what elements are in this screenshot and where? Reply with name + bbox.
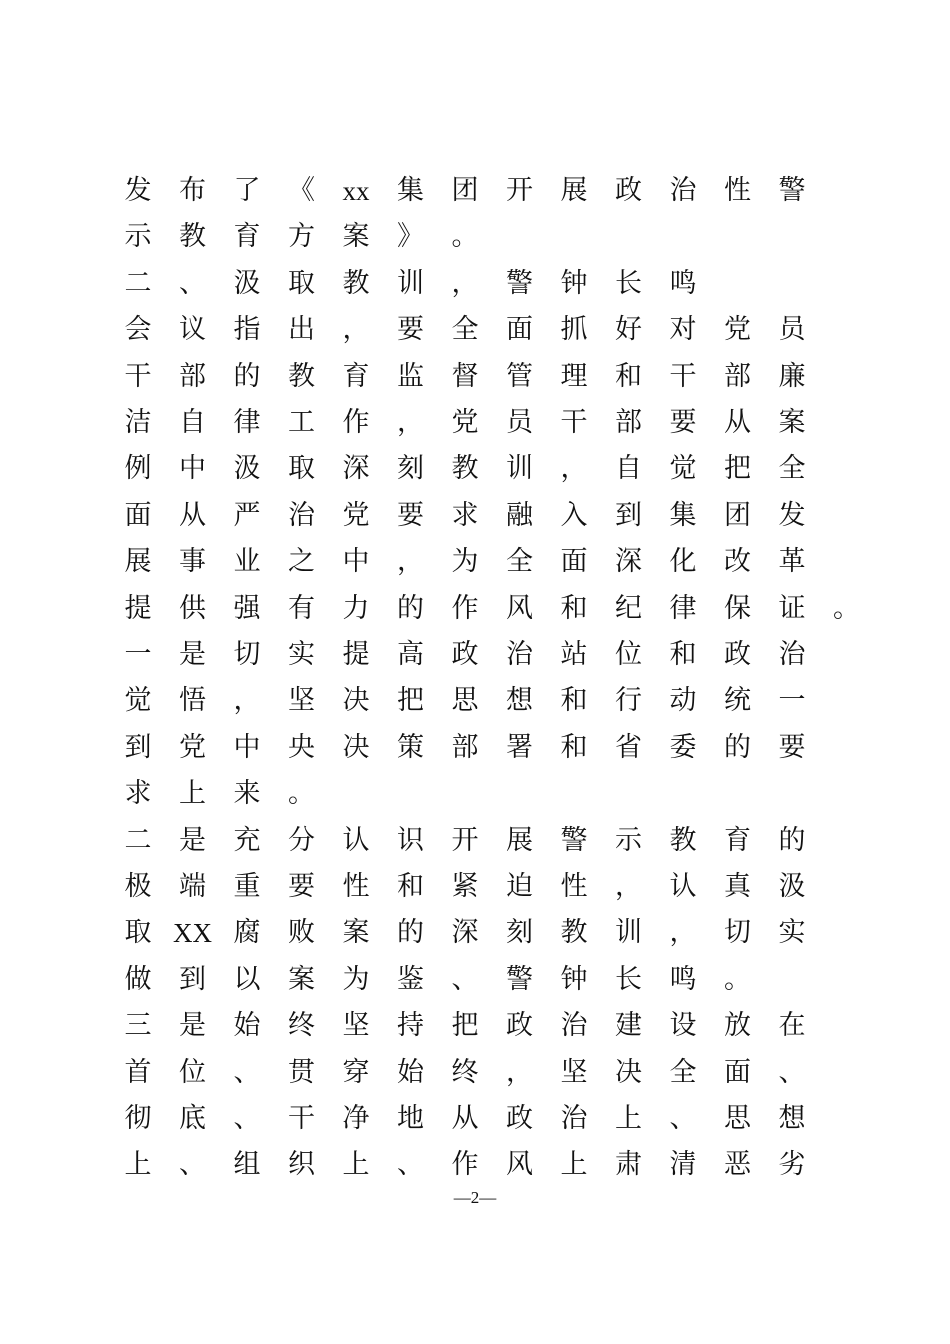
- text-char: 洁: [124, 407, 152, 438]
- text-char: 和: [560, 685, 588, 717]
- text-char: 鉴: [397, 963, 424, 995]
- text-char: 面: [506, 314, 533, 346]
- text-char: 觉: [669, 453, 697, 485]
- text-char: 鸣: [669, 267, 697, 299]
- text-char: 员: [506, 407, 533, 438]
- text-char: 终: [288, 1010, 315, 1042]
- text-char: 长: [615, 963, 642, 995]
- text-char: 改: [724, 546, 751, 578]
- text-char: 决: [342, 731, 370, 763]
- text-char: 认: [342, 824, 370, 856]
- text-char: 穿: [342, 1056, 370, 1088]
- text-char: 求: [124, 778, 152, 810]
- text-char: 供: [179, 592, 206, 624]
- text-char: 政: [506, 1010, 533, 1042]
- text-char: 长: [615, 267, 642, 299]
- text-char: 融: [506, 499, 533, 531]
- text-char: 中: [233, 731, 261, 763]
- text-char: 深: [451, 917, 479, 949]
- text-char: 中: [342, 546, 370, 578]
- text-char: 统: [724, 685, 751, 717]
- text-char: 员: [778, 314, 806, 346]
- text-char: 治: [506, 639, 533, 670]
- text-char: 腐: [233, 917, 261, 949]
- text-line: [0, 493, 950, 539]
- text-char: 和: [560, 731, 588, 763]
- text-char: 、: [397, 1149, 424, 1181]
- text-char: 案: [342, 917, 370, 949]
- text-char: 全: [778, 453, 806, 485]
- text-char: 悟: [179, 685, 206, 717]
- text-line: [0, 354, 950, 400]
- text-char: 钟: [560, 963, 588, 995]
- text-char: 紧: [451, 871, 479, 902]
- text-char: 面: [724, 1056, 751, 1088]
- text-char: 刻: [506, 917, 533, 949]
- text-char: 有: [288, 592, 315, 624]
- text-char: 的: [233, 360, 261, 392]
- text-char: 深: [615, 546, 642, 578]
- text-char: 政: [451, 639, 479, 670]
- text-char: 政: [615, 175, 642, 206]
- text-char: ，: [506, 1056, 533, 1088]
- text-char: 高: [397, 639, 424, 670]
- text-char: 思: [724, 1103, 751, 1134]
- text-line: [0, 864, 950, 910]
- text-char: 自: [179, 407, 206, 438]
- text-char: 、: [179, 1149, 206, 1181]
- text-line: [0, 957, 950, 1003]
- text-char: 署: [506, 731, 533, 763]
- text-char: 到: [179, 963, 206, 995]
- text-char: 的: [397, 917, 424, 949]
- text-char: 要: [288, 871, 315, 902]
- text-char: xx: [342, 176, 370, 206]
- text-char: 真: [724, 871, 751, 902]
- text-char: 想: [778, 1103, 806, 1134]
- text-char: 抓: [560, 314, 588, 346]
- text-char: 出: [288, 314, 315, 346]
- text-char: 策: [397, 731, 424, 763]
- text-char: 。: [833, 592, 860, 624]
- text-char: 到: [124, 731, 152, 763]
- text-char: 面: [124, 499, 152, 531]
- text-char: 育: [342, 360, 370, 392]
- text-char: 治: [560, 1010, 588, 1042]
- text-char: 会: [124, 314, 152, 346]
- text-char: 组: [233, 1149, 261, 1181]
- text-char: 。: [288, 778, 315, 810]
- text-char: 上: [124, 1149, 152, 1181]
- text-char: 实: [778, 917, 806, 949]
- text-char: 净: [342, 1103, 370, 1134]
- text-char: 开: [451, 824, 479, 856]
- text-char: 干: [288, 1103, 315, 1134]
- text-char: 和: [397, 871, 424, 902]
- text-char: 训: [506, 453, 533, 485]
- text-char: 化: [669, 546, 697, 578]
- text-char: 极: [124, 871, 152, 902]
- text-char: 做: [124, 963, 152, 995]
- text-char: 识: [397, 824, 424, 856]
- text-char: 决: [615, 1056, 642, 1088]
- text-char: 警: [506, 963, 533, 995]
- text-char: 风: [506, 1149, 533, 1181]
- text-char: ，: [233, 685, 261, 717]
- text-char: 肃: [615, 1149, 642, 1181]
- text-char: 二: [124, 824, 152, 856]
- text-char: 政: [724, 639, 751, 670]
- text-char: 劣: [778, 1149, 806, 1181]
- text-char: 教: [288, 360, 315, 392]
- text-char: 把: [724, 453, 751, 485]
- text-char: 要: [669, 407, 697, 438]
- text-char: 贯: [288, 1056, 315, 1088]
- text-char: 要: [397, 314, 424, 346]
- text-char: 位: [615, 639, 642, 670]
- text-char: 训: [397, 267, 424, 299]
- text-char: 持: [397, 1010, 424, 1042]
- text-char: 以: [233, 963, 261, 995]
- text-char: 党: [451, 407, 479, 438]
- text-char: 干: [560, 407, 588, 438]
- text-line: [0, 818, 950, 864]
- text-line: [0, 261, 950, 307]
- text-char: 、: [669, 1103, 697, 1134]
- text-char: 教: [342, 267, 370, 299]
- text-char: 发: [124, 175, 152, 206]
- text-char: 站: [560, 639, 588, 670]
- text-char: 分: [288, 824, 315, 856]
- text-char: 党: [179, 731, 206, 763]
- text-char: 实: [288, 639, 315, 670]
- text-char: 布: [179, 175, 206, 206]
- text-line: [0, 678, 950, 724]
- text-char: 把: [451, 1010, 479, 1042]
- text-char: 取: [288, 453, 315, 485]
- text-char: 党: [724, 314, 751, 346]
- text-char: 汲: [233, 267, 261, 299]
- text-char: ，: [615, 871, 642, 902]
- text-char: 建: [615, 1010, 642, 1042]
- text-char: 。: [724, 963, 751, 995]
- text-char: 首: [124, 1056, 152, 1088]
- text-char: 集: [397, 175, 424, 206]
- text-char: 和: [615, 360, 642, 392]
- text-char: 强: [233, 592, 261, 624]
- text-char: 取: [124, 917, 152, 949]
- text-char: 育: [233, 221, 261, 253]
- text-char: 展: [560, 175, 588, 206]
- text-char: 案: [342, 221, 370, 253]
- text-char: 教: [669, 824, 697, 856]
- text-char: 是: [179, 824, 206, 856]
- text-char: 部: [615, 407, 642, 438]
- text-char: 迫: [506, 871, 533, 902]
- text-char: 革: [778, 546, 806, 578]
- text-char: 发: [778, 499, 806, 531]
- text-char: 政: [506, 1103, 533, 1134]
- text-char: 从: [451, 1103, 479, 1134]
- text-char: 之: [288, 546, 315, 578]
- text-char: 放: [724, 1010, 751, 1042]
- text-char: 教: [179, 221, 206, 253]
- text-char: 治: [669, 175, 697, 206]
- text-char: 训: [615, 917, 642, 949]
- text-char: 的: [778, 824, 806, 856]
- text-char: 清: [669, 1149, 697, 1181]
- text-char: 廉: [778, 360, 806, 392]
- text-line: [0, 1142, 950, 1188]
- text-char: 》: [397, 221, 424, 253]
- text-char: 委: [669, 731, 697, 763]
- text-char: 作: [451, 1149, 479, 1181]
- text-char: ，: [397, 546, 424, 578]
- text-char: 开: [506, 175, 533, 206]
- text-char: 要: [778, 731, 806, 763]
- text-char: 集: [669, 499, 697, 531]
- text-char: 例: [124, 453, 152, 485]
- text-line: [0, 168, 950, 214]
- text-char: 全: [506, 546, 533, 578]
- text-char: 作: [451, 592, 479, 624]
- text-char: 充: [233, 824, 261, 856]
- text-char: 重: [233, 871, 261, 902]
- text-char: 三: [124, 1010, 152, 1042]
- text-char: 展: [124, 546, 152, 578]
- text-char: 二: [124, 267, 152, 299]
- text-char: 坚: [342, 1010, 370, 1042]
- text-char: 方: [288, 221, 315, 253]
- text-char: 案: [778, 407, 806, 438]
- text-line: [0, 910, 950, 956]
- text-char: 风: [506, 592, 533, 624]
- text-char: 展: [506, 824, 533, 856]
- text-char: 中: [179, 453, 206, 485]
- text-char: 警: [506, 267, 533, 299]
- text-char: 切: [233, 639, 261, 670]
- text-char: 行: [615, 685, 642, 717]
- text-char: 提: [342, 639, 370, 670]
- text-char: 地: [397, 1103, 424, 1134]
- text-char: 决: [342, 685, 370, 717]
- text-char: 汲: [233, 453, 261, 485]
- text-char: 理: [560, 360, 588, 392]
- text-char: 从: [179, 499, 206, 531]
- text-char: 坚: [288, 685, 315, 717]
- text-line: [0, 771, 950, 817]
- text-char: 议: [179, 314, 206, 346]
- text-char: 治: [560, 1103, 588, 1134]
- text-char: 团: [451, 175, 479, 206]
- text-char: 育: [724, 824, 751, 856]
- text-char: 业: [233, 546, 261, 578]
- text-char: 面: [560, 546, 588, 578]
- text-char: 到: [615, 499, 642, 531]
- text-char: 案: [288, 963, 315, 995]
- text-char: 认: [669, 871, 697, 902]
- text-line: [0, 214, 950, 260]
- text-line: [0, 307, 950, 353]
- text-char: 自: [615, 453, 642, 485]
- text-char: 《: [288, 175, 315, 206]
- text-char: 底: [179, 1103, 206, 1134]
- text-char: 纪: [615, 592, 642, 624]
- text-char: 想: [506, 685, 533, 717]
- text-char: ，: [397, 407, 424, 438]
- text-line: [0, 539, 950, 585]
- text-line: [0, 725, 950, 771]
- text-char: 钟: [560, 267, 588, 299]
- text-char: 部: [724, 360, 751, 392]
- text-char: 坚: [560, 1056, 588, 1088]
- text-char: 织: [288, 1149, 315, 1181]
- text-char: 切: [724, 917, 751, 949]
- text-char: 端: [179, 871, 206, 902]
- text-char: 省: [615, 731, 642, 763]
- text-char: 警: [778, 175, 806, 206]
- text-char: 性: [342, 871, 370, 902]
- text-char: 示: [615, 824, 642, 856]
- text-char: 入: [560, 499, 588, 531]
- text-char: 证: [778, 592, 806, 624]
- text-char: 彻: [124, 1103, 152, 1134]
- text-char: 保: [724, 592, 751, 624]
- text-char: 督: [451, 360, 479, 392]
- text-char: 、: [233, 1103, 261, 1134]
- text-char: 取: [288, 267, 315, 299]
- text-line: [0, 586, 950, 632]
- text-char: 为: [342, 963, 370, 995]
- text-char: 部: [179, 360, 206, 392]
- text-char: 的: [397, 592, 424, 624]
- text-char: 和: [560, 592, 588, 624]
- text-char: 。: [451, 221, 479, 253]
- text-char: 央: [288, 731, 315, 763]
- text-char: 治: [288, 499, 315, 531]
- text-char: 力: [342, 592, 370, 624]
- text-char: 的: [724, 731, 751, 763]
- text-line: [0, 1003, 950, 1049]
- text-char: 团: [724, 499, 751, 531]
- text-char: 深: [342, 453, 370, 485]
- text-char: 上: [615, 1103, 642, 1134]
- text-char: 败: [288, 917, 315, 949]
- text-char: 性: [724, 175, 751, 206]
- text-char: 上: [179, 778, 206, 810]
- text-char: ，: [342, 314, 370, 346]
- text-char: 、: [451, 963, 479, 995]
- text-char: 管: [506, 360, 533, 392]
- text-line: [0, 1050, 950, 1096]
- text-char: 上: [560, 1149, 588, 1181]
- text-char: 在: [778, 1010, 806, 1042]
- text-char: 刻: [397, 453, 424, 485]
- text-char: 一: [124, 639, 152, 670]
- text-char: ，: [669, 917, 697, 949]
- text-char: 全: [451, 314, 479, 346]
- text-char: 性: [560, 871, 588, 902]
- text-line: [0, 446, 950, 492]
- text-char: 提: [124, 592, 152, 624]
- text-char: 教: [560, 917, 588, 949]
- page-number: —2—: [453, 1188, 497, 1207]
- text-char: 一: [778, 685, 806, 717]
- text-char: ，: [560, 453, 588, 485]
- text-char: 从: [724, 407, 751, 438]
- text-char: 位: [179, 1056, 206, 1088]
- text-char: 干: [669, 360, 697, 392]
- text-char: 了: [233, 175, 261, 206]
- text-char: 监: [397, 360, 424, 392]
- text-char: 为: [451, 546, 479, 578]
- text-char: 来: [233, 778, 261, 810]
- text-char: XX: [173, 918, 212, 949]
- text-char: 教: [451, 453, 479, 485]
- text-char: 思: [451, 685, 479, 717]
- text-char: 示: [124, 221, 152, 253]
- text-char: 事: [179, 546, 206, 578]
- text-char: 警: [560, 824, 588, 856]
- text-char: 党: [342, 499, 370, 531]
- text-char: 始: [397, 1056, 424, 1088]
- text-char: 是: [179, 1010, 206, 1042]
- text-char: 汲: [778, 871, 806, 902]
- text-char: 动: [669, 685, 697, 717]
- text-char: 、: [179, 267, 206, 299]
- text-char: 、: [778, 1056, 806, 1088]
- text-char: 指: [233, 314, 261, 346]
- text-char: 是: [179, 639, 206, 670]
- text-char: 干: [124, 360, 152, 392]
- text-char: 设: [669, 1010, 697, 1042]
- text-char: 上: [342, 1149, 370, 1181]
- text-char: 工: [288, 407, 315, 438]
- text-char: 严: [233, 499, 261, 531]
- text-char: 要: [397, 499, 424, 531]
- text-char: 对: [669, 314, 697, 346]
- text-char: ，: [451, 267, 479, 299]
- text-char: 全: [669, 1056, 697, 1088]
- text-line: [0, 1096, 950, 1142]
- text-line: [0, 632, 950, 678]
- text-char: 好: [615, 314, 642, 346]
- text-char: 鸣: [669, 963, 697, 995]
- text-char: 部: [451, 731, 479, 763]
- text-char: 求: [451, 499, 479, 531]
- text-line: [0, 400, 950, 446]
- text-char: 始: [233, 1010, 261, 1042]
- text-char: 恶: [724, 1149, 751, 1181]
- text-char: 和: [669, 639, 697, 670]
- text-char: 律: [669, 592, 697, 624]
- text-char: 作: [342, 407, 370, 438]
- text-char: 律: [233, 407, 261, 438]
- text-char: 把: [397, 685, 424, 717]
- text-char: 、: [233, 1056, 261, 1088]
- text-char: 治: [778, 639, 806, 670]
- text-char: 觉: [124, 685, 152, 717]
- text-char: 终: [451, 1056, 479, 1088]
